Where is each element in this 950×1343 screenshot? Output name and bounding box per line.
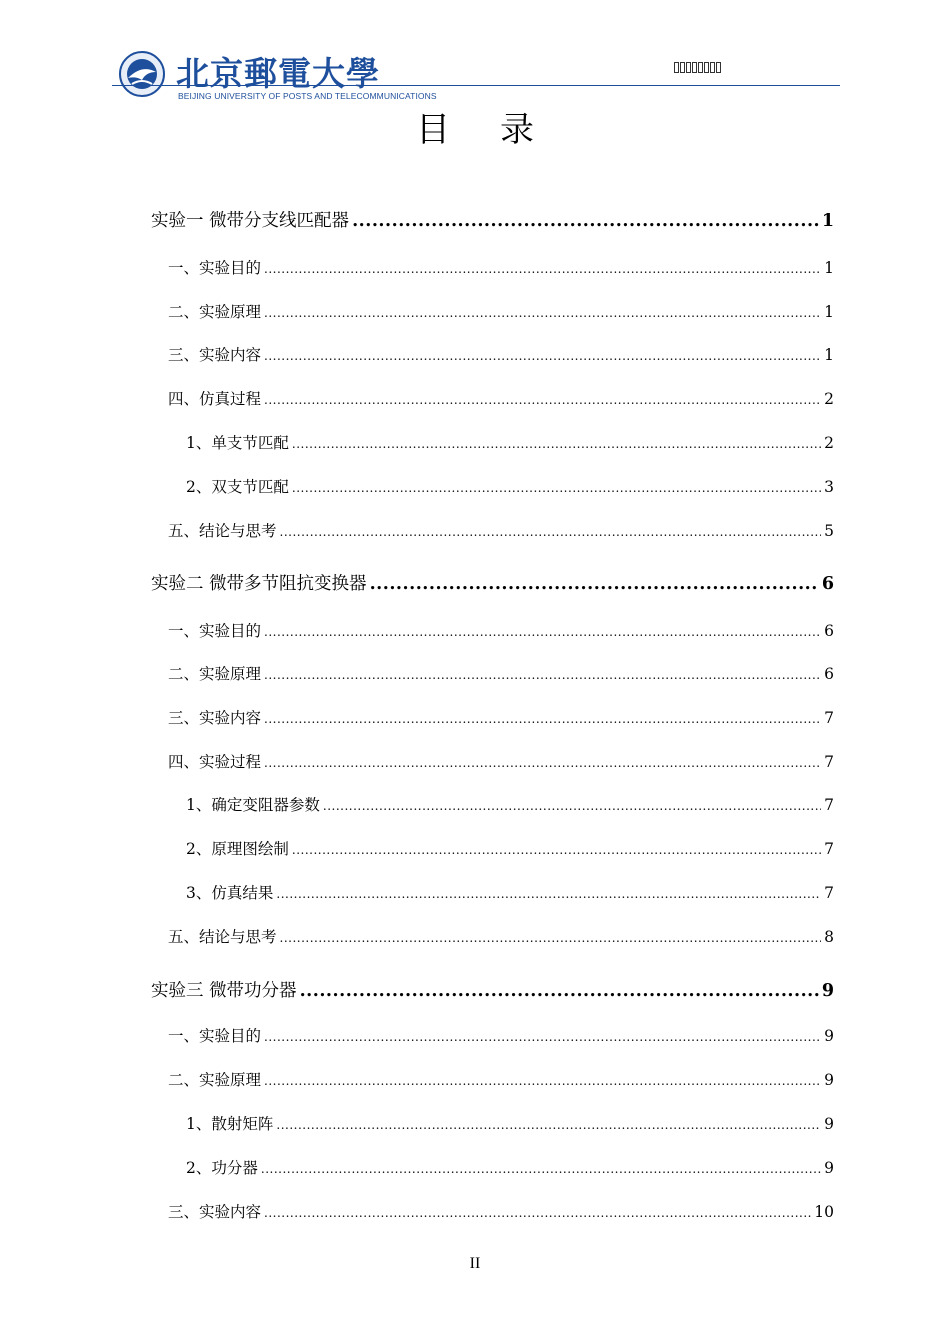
toc-leader-dots [264, 1206, 811, 1220]
toc-entry[interactable] [168, 256, 834, 278]
toc-entry[interactable] [168, 300, 834, 322]
toc-entry[interactable] [168, 519, 834, 541]
toc-entry-label: 1、散射矩阵 [186, 1115, 274, 1133]
toc-entry-page: 2 [824, 390, 834, 408]
toc-entry-label: 二、实验原理 [168, 1071, 262, 1089]
page-number: II [469, 1255, 481, 1272]
toc-entry-label: 一、实验目的 [168, 622, 262, 640]
toc-entry-page: 9 [824, 1027, 834, 1045]
toc-leader-dots [370, 574, 819, 594]
toc-entry-page: 1 [821, 211, 834, 231]
toc-entry-page: 7 [824, 709, 834, 727]
toc-entry-page: 6 [824, 665, 834, 683]
toc-entry-page: 7 [824, 753, 834, 771]
toc-entry[interactable] [168, 925, 834, 947]
toc-entry[interactable] [151, 977, 834, 1002]
toc-entry-page: 8 [824, 928, 834, 946]
toc-leader-dots [264, 668, 821, 682]
toc-entry-label: 三、实验内容 [168, 346, 262, 364]
toc-entry-label: 实验一 微带分支线匹配器 [151, 211, 350, 231]
toc-entry[interactable] [186, 1112, 834, 1134]
toc-entry[interactable] [168, 1200, 834, 1222]
toc-leader-dots [264, 393, 821, 407]
toc-entry-page: 3 [824, 478, 834, 496]
toc-entry[interactable] [151, 570, 834, 595]
toc-entry-label: 2、功分器 [186, 1159, 258, 1177]
toc-entry-label: 实验二 微带多节阻抗变换器 [151, 574, 367, 594]
toc-entry-page: 10 [814, 1203, 834, 1221]
toc-leader-dots [264, 262, 821, 276]
toc-entry-label: 1、单支节匹配 [186, 434, 289, 452]
university-seal-icon [118, 50, 166, 98]
toc-entry[interactable] [168, 706, 834, 728]
toc-entry-page: 6 [821, 574, 834, 594]
toc-entry-label: 1、确定变阻器参数 [186, 796, 320, 814]
toc-entry[interactable] [168, 387, 834, 409]
university-name-en: BEIJING UNIVERSITY OF POSTS AND TELECOMMUNICATIONS [178, 91, 437, 101]
toc-entry-label: 四、实验过程 [168, 753, 262, 771]
toc-entry-label: 二、实验原理 [168, 303, 262, 321]
header-rule [112, 85, 840, 86]
toc-entry-page: 6 [824, 622, 834, 640]
toc-entry-label: 五、结论与思考 [168, 522, 277, 540]
toc-entry-label: 一、实验目的 [168, 259, 262, 277]
toc-title: 目录 [416, 110, 584, 150]
toc-leader-dots [292, 843, 821, 857]
toc-leader-dots [280, 931, 822, 945]
toc-entry-page: 1 [824, 346, 834, 364]
header-placeholder-glyphs [674, 62, 722, 74]
toc-entry-label: 3、仿真结果 [186, 884, 274, 902]
toc-entry-page: 9 [824, 1115, 834, 1133]
toc-entry[interactable] [186, 837, 834, 859]
toc-entry-label: 三、实验内容 [168, 1203, 262, 1221]
toc-entry-label: 四、仿真过程 [168, 390, 262, 408]
page-header [112, 44, 840, 104]
toc-leader-dots [264, 1074, 821, 1088]
toc-leader-dots [264, 756, 821, 770]
toc-entry-page: 1 [824, 303, 834, 321]
toc-entry-page: 1 [824, 259, 834, 277]
toc-entry[interactable] [186, 1156, 834, 1178]
toc-entry-page: 9 [824, 1159, 834, 1177]
toc-entry-label: 实验三 微带功分器 [151, 981, 297, 1001]
toc-entry-label: 2、原理图绘制 [186, 840, 289, 858]
toc-entry[interactable] [168, 1068, 834, 1090]
toc-leader-dots [300, 981, 819, 1001]
toc-entry[interactable] [186, 475, 834, 497]
toc-leader-dots [276, 887, 821, 901]
toc-leader-dots [264, 1030, 821, 1044]
toc-entry[interactable] [168, 662, 834, 684]
toc-leader-dots [292, 481, 821, 495]
toc-entry-label: 二、实验原理 [168, 665, 262, 683]
toc-entry[interactable] [168, 750, 834, 772]
toc-entry[interactable] [168, 1024, 834, 1046]
toc-entry-label: 五、结论与思考 [168, 928, 277, 946]
toc-entry[interactable] [151, 207, 834, 232]
toc-leader-dots [261, 1162, 821, 1176]
toc-leader-dots [352, 211, 819, 231]
toc-entry-page: 7 [824, 840, 834, 858]
toc-leader-dots [264, 306, 821, 320]
toc-leader-dots [276, 1118, 821, 1132]
toc-leader-dots [264, 712, 821, 726]
toc-entry-page: 7 [824, 884, 834, 902]
toc-leader-dots [292, 437, 821, 451]
toc-entry-page: 5 [824, 522, 834, 540]
toc-entry-label: 三、实验内容 [168, 709, 262, 727]
toc-leader-dots [280, 525, 822, 539]
toc-entry-page: 2 [824, 434, 834, 452]
toc-entry-label: 一、实验目的 [168, 1027, 262, 1045]
toc-leader-dots [323, 799, 821, 813]
toc-entry-page: 7 [824, 796, 834, 814]
toc-entry[interactable] [168, 343, 834, 365]
toc-entry[interactable] [186, 431, 834, 453]
toc-entry[interactable] [186, 793, 834, 815]
toc-entry-page: 9 [824, 1071, 834, 1089]
toc-entry-label: 2、双支节匹配 [186, 478, 289, 496]
university-name-cn: 北京郵電大學 [176, 54, 380, 93]
toc-leader-dots [264, 349, 821, 363]
toc-entry[interactable] [186, 881, 834, 903]
toc-entry-page: 9 [821, 981, 834, 1001]
toc-leader-dots [264, 625, 821, 639]
toc-entry[interactable] [168, 619, 834, 641]
